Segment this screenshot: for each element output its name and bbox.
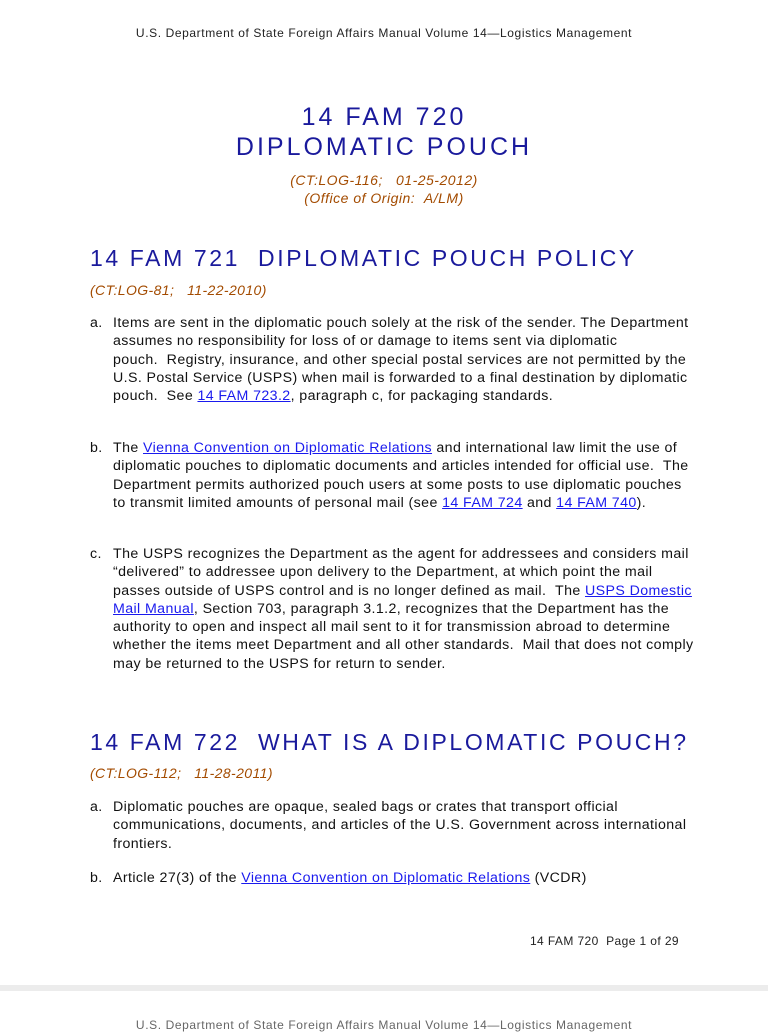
- next-page-running-header: U.S. Department of State Foreign Affairs Manual Volume 14—Logistics Management: [135, 1018, 633, 1032]
- paragraph-text: , Section 703, paragraph 3.1.2, recognizes that the Department has the authority to open and inspect all mail sent to it for transmission abroad to determine whether the items meet Department and all other standards. Mail that does not comply may be returned to the USPS for return to sender.: [113, 600, 694, 672]
- document-office-of-origin: (Office of Origin: A/LM): [304, 190, 464, 206]
- link-vienna-convention[interactable]: Vienna Convention on Diplomatic Relations: [241, 870, 531, 886]
- paragraph-text: Items are sent in the diplomatic pouch solely at the risk of the sender. The Department assumes no responsibility for loss of or damage to items sent via diplomatic pouch. Registry, insurance, and other special postal services are not permitted by the U.S. Postal Service (USPS) when mail is forwarded to a final destination by diplomatic pouch. See: [113, 315, 689, 405]
- page-divider: [0, 985, 768, 991]
- paragraph-text: ).: [636, 494, 647, 511]
- paragraph-text: Diplomatic pouches are opaque, sealed bags or crates that transport official communications, documents, and articles of the U.S. Government across international frontiers.: [113, 799, 687, 852]
- section-heading-721: 14 FAM 721 DIPLOMATIC POUCH POLICY: [90, 245, 637, 271]
- link-14-fam-740[interactable]: 14 FAM 740: [556, 494, 637, 511]
- document-title-number: 14 FAM 720: [301, 103, 467, 131]
- section-ct-722: (CT:LOG-112; 11-28-2011): [90, 765, 273, 781]
- section-heading-722: 14 FAM 722 WHAT IS A DIPLOMATIC POUCH?: [90, 729, 689, 755]
- paragraph-marker: a.: [90, 315, 103, 331]
- paragraph-text: The: [113, 440, 143, 456]
- document-title: DIPLOMATIC POUCH: [235, 133, 533, 161]
- paragraph-marker: c.: [90, 546, 102, 562]
- link-vienna-convention[interactable]: Vienna Convention on Diplomatic Relations: [143, 440, 433, 456]
- paragraph-body: [113, 439, 695, 512]
- paragraph-body: [113, 798, 695, 853]
- link-14-fam-723-2[interactable]: 14 FAM 723.2: [197, 388, 291, 405]
- paragraph-body: [113, 869, 695, 887]
- paragraph-721-a: [90, 314, 695, 405]
- paragraph-marker: b.: [90, 870, 103, 886]
- paragraph-722-b: [90, 869, 695, 887]
- link-14-fam-724[interactable]: 14 FAM 724: [442, 494, 523, 511]
- page-footer: 14 FAM 720 Page 1 of 29: [529, 934, 679, 948]
- paragraph-text: Article 27(3) of the: [113, 870, 242, 886]
- paragraph-marker: b.: [90, 440, 103, 456]
- paragraph-722-a: [90, 798, 695, 853]
- running-header: U.S. Department of State Foreign Affairs Manual Volume 14—Logistics Management: [135, 26, 633, 40]
- paragraph-marker: a.: [90, 799, 103, 815]
- paragraph-721-c: [90, 545, 695, 673]
- paragraph-body: [113, 314, 695, 405]
- link-usps-domestic-mail-manual[interactable]: USPS Domestic Mail Manual: [113, 582, 692, 617]
- section-ct-721: (CT:LOG-81; 11-22-2010): [90, 282, 267, 298]
- paragraph-text: and: [522, 494, 557, 511]
- paragraph-text: , paragraph c, for packaging standards.: [290, 388, 554, 405]
- paragraph-text: and international law limit the use of diplomatic pouches to diplomatic documents and articles intended for official use. The Department permits authorized pouch users at some posts to use diplomatic pouches to transmit limited amounts of personal mail (see: [113, 440, 689, 511]
- paragraph-721-b: [90, 439, 695, 512]
- document-change-transmittal: (CT:LOG-116; 01-25-2012): [290, 172, 478, 188]
- paragraph-text: (VCDR): [530, 870, 587, 886]
- paragraph-text: The USPS recognizes the Department as the agent for addressees and considers mail “delivered” to addressee upon delivery to the Department, at which point the mail passes outside of USPS control and is no longer defined as mail. The: [113, 546, 689, 599]
- paragraph-body: [113, 545, 695, 673]
